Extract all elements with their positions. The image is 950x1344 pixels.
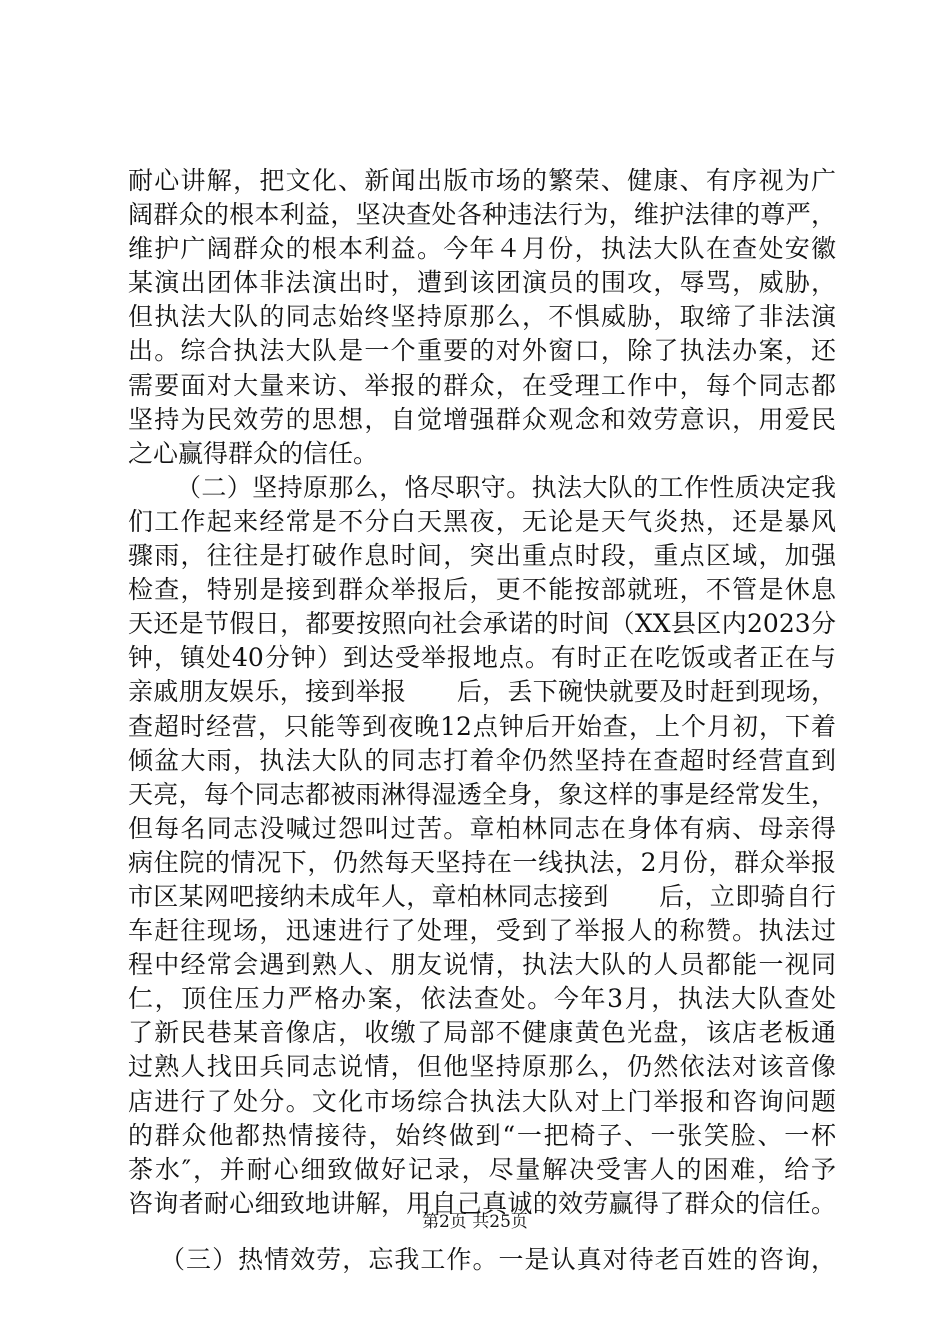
text-line: 之心赢得群众的信任。 bbox=[128, 438, 379, 468]
text-line: 亲戚朋友娱乐，接到举报 后，丢下碗快就要及时赶到现场， bbox=[128, 677, 836, 707]
text-line: 钟，镇处40分钟）到达受举报地点。有时正在吃饭或者正在与 bbox=[128, 643, 836, 673]
text-line: 但每名同志没喊过怨叫过苦。章柏林同志在身体有病、母亲得 bbox=[128, 813, 836, 843]
text-line: 店进行了处分。文化市场综合执法大队对上门举报和咨询问题 bbox=[128, 1086, 836, 1116]
text-line: （二）坚持原那么，恪尽职守。执法大队的工作性质决定我 bbox=[176, 472, 836, 502]
text-line: 但执法大队的同志始终坚持原那么，不惧威胁，取缔了非法演 bbox=[128, 302, 836, 332]
document-body bbox=[128, 164, 836, 1277]
text-line: 们工作起来经常是不分白天黑夜，无论是天气炎热，还是暴风 bbox=[128, 506, 836, 536]
text-line: 过熟人找田兵同志说情，但他坚持原那么，仍然依法对该音像 bbox=[128, 1052, 836, 1082]
text-line: 查超时经营，只能等到夜晚12点钟后开始查，上个月初，下着 bbox=[128, 711, 836, 741]
text-line: 茶水″，并耐心细致做好记录，尽量解决受害人的困难，给予 bbox=[128, 1154, 836, 1184]
paragraph-2 bbox=[128, 471, 836, 505]
text-line: 坚持为民效劳的思想，自觉增强群众观念和效劳意识，用爱民 bbox=[128, 404, 836, 434]
text-line: 咨询者耐心细致地讲解，用自己真诚的效劳赢得了群众的信任。 bbox=[128, 1188, 836, 1218]
text-line: 了新民巷某音像店，收缴了局部不健康黄色光盘，该店老板通 bbox=[128, 1018, 836, 1048]
text-line: 的群众他都热情接待，始终做到“一把椅子、一张笑脸、一杯 bbox=[128, 1120, 836, 1150]
text-line: 天还是节假日，都要按照向社会承诺的时间（XX县区内2023分 bbox=[128, 609, 836, 639]
text-line: 耐心讲解，把文化、新闻出版市场的繁荣、健康、有序视为广 bbox=[128, 166, 836, 195]
text-line: 某演出团体非法演出时，遭到该团演员的围攻，辱骂，威胁， bbox=[128, 268, 836, 298]
text-line: 倾盆大雨，执法大队的同志打着伞仍然坚持在查超时经营直到 bbox=[128, 745, 836, 775]
text-line: 仁，顶住压力严格办案，依法查处。今年3月，执法大队查处 bbox=[128, 984, 836, 1014]
text-line: 市区某网吧接纳未成年人，章柏林同志接到 后，立即骑自行 bbox=[128, 881, 836, 911]
text-line: 病住院的情况下，仍然每天坚持在一线执法，2月份，群众举报 bbox=[128, 847, 836, 877]
text-line: 车赶往现场，迅速进行了处理，受到了举报人的称赞。执法过 bbox=[128, 916, 836, 946]
paragraph-3 bbox=[128, 1243, 836, 1277]
text-line: 阔群众的根本利益，坚决查处各种违法行为，维护法律的尊严， bbox=[128, 200, 836, 230]
text-line: 程中经常会遇到熟人、朋友说情，执法大队的人员都能一视同 bbox=[128, 950, 836, 980]
text-line: 需要面对大量来访、举报的群众，在受理工作中，每个同志都 bbox=[128, 370, 836, 400]
text-line: 骤雨，往往是打破作息时间，突出重点时段，重点区域，加强 bbox=[128, 541, 836, 571]
text-line: 检查，特别是接到群众举报后，更不能按部就班，不管是休息 bbox=[128, 575, 836, 605]
text-line: 出。综合执法大队是一个重要的对外窗口，除了执法办案，还 bbox=[128, 336, 836, 366]
paragraph-1 bbox=[128, 164, 836, 471]
text-line: （三）热情效劳，忘我工作。一是认真对待老百姓的咨询， bbox=[160, 1244, 836, 1274]
paragraph-2-continued bbox=[128, 505, 836, 1221]
text-line: 维护广阔群众的根本利益。今年４月份，执法大队在查处安徽 bbox=[128, 234, 836, 264]
text-line: 天亮，每个同志都被雨淋得湿透全身，象这样的事是经常发生， bbox=[128, 779, 836, 809]
page-footer: 第2页 共25页 bbox=[422, 1212, 528, 1232]
